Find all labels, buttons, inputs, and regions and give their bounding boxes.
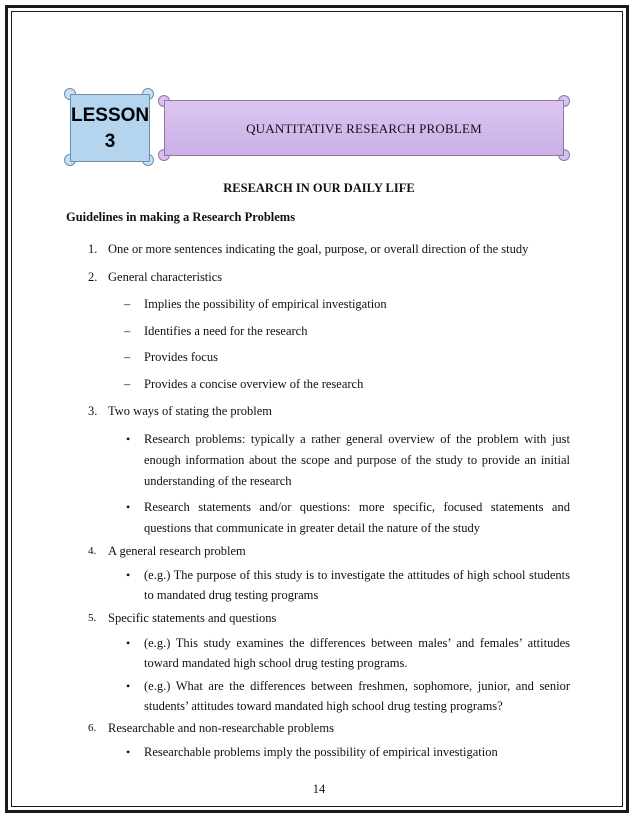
list-item: Specific statements and questions xyxy=(108,611,277,625)
bullet-line: to mandated drug testing programs xyxy=(144,588,319,602)
bullet-line: Research problems: typically a rather general overview of the problem with just xyxy=(144,432,570,446)
page-number: 14 xyxy=(312,782,326,796)
lesson-badge xyxy=(70,94,150,162)
bullet-icon: • xyxy=(126,500,131,514)
bullet-icon: • xyxy=(126,636,131,650)
dash-marker: – xyxy=(124,297,131,311)
list-item: Researchable and non-researchable problems xyxy=(108,721,334,735)
bullet-icon: • xyxy=(126,679,131,693)
sub-item: Provides focus xyxy=(144,350,218,364)
dash-marker: – xyxy=(124,350,131,364)
dash-marker: – xyxy=(124,377,131,391)
lesson-label: LESSON xyxy=(71,105,150,126)
bullet-line: understanding of the research xyxy=(144,474,292,488)
sub-item: Provides a concise overview of the research xyxy=(144,377,364,391)
bullet-line: Researchable problems imply the possibility of empirical investigation xyxy=(144,745,498,759)
list-item: Two ways of stating the problem xyxy=(108,404,273,418)
list-number: 1. xyxy=(88,242,98,256)
sub-item: Identifies a need for the research xyxy=(144,324,308,338)
bullet-line: enough information about the scope and purpose of the study to provide an initial xyxy=(144,453,570,467)
lesson-scroll xyxy=(64,88,154,166)
dash-marker: – xyxy=(124,324,131,338)
list-number: 6. xyxy=(88,722,97,734)
bullet-icon: • xyxy=(126,432,131,446)
list-number: 3. xyxy=(88,404,98,418)
section-heading: RESEARCH IN OUR DAILY LIFE xyxy=(223,181,415,195)
list-number: 5. xyxy=(88,612,97,624)
bullet-line: (e.g.) This study examines the differences between males’ and females’ attitudes xyxy=(144,636,570,650)
title-banner xyxy=(158,95,570,161)
sub-item: Implies the possibility of empirical investigation xyxy=(144,297,387,311)
guidelines-heading: Guidelines in making a Research Problems xyxy=(66,210,296,224)
list-item: A general research problem xyxy=(108,544,246,558)
bullet-line: questions that communicate in greater detail the nature of the study xyxy=(144,521,481,535)
list-number: 2. xyxy=(88,270,98,284)
lesson-number: 3 xyxy=(104,131,116,152)
bullet-icon: • xyxy=(126,745,131,759)
bullet-line: (e.g.) What are the differences between freshmen, sophomore, junior, and senior xyxy=(144,679,570,693)
bullet-line: (e.g.) The purpose of this study is to investigate the attitudes of high school students xyxy=(144,568,570,582)
bullet-line: students’ attitudes toward mandated high school drug testing programs? xyxy=(144,699,503,713)
list-item: General characteristics xyxy=(108,270,223,284)
bullet-line: toward mandated high school drug testing programs. xyxy=(144,656,408,670)
list-item: One or more sentences indicating the goal, purpose, or overall direction of the study xyxy=(108,242,529,256)
banner-title: QUANTITATIVE RESEARCH PROBLEM xyxy=(164,100,564,156)
list-number: 4. xyxy=(88,545,97,557)
bullet-line: Research statements and/or questions: more specific, focused statements and xyxy=(144,500,570,514)
bullet-icon: • xyxy=(126,568,131,582)
